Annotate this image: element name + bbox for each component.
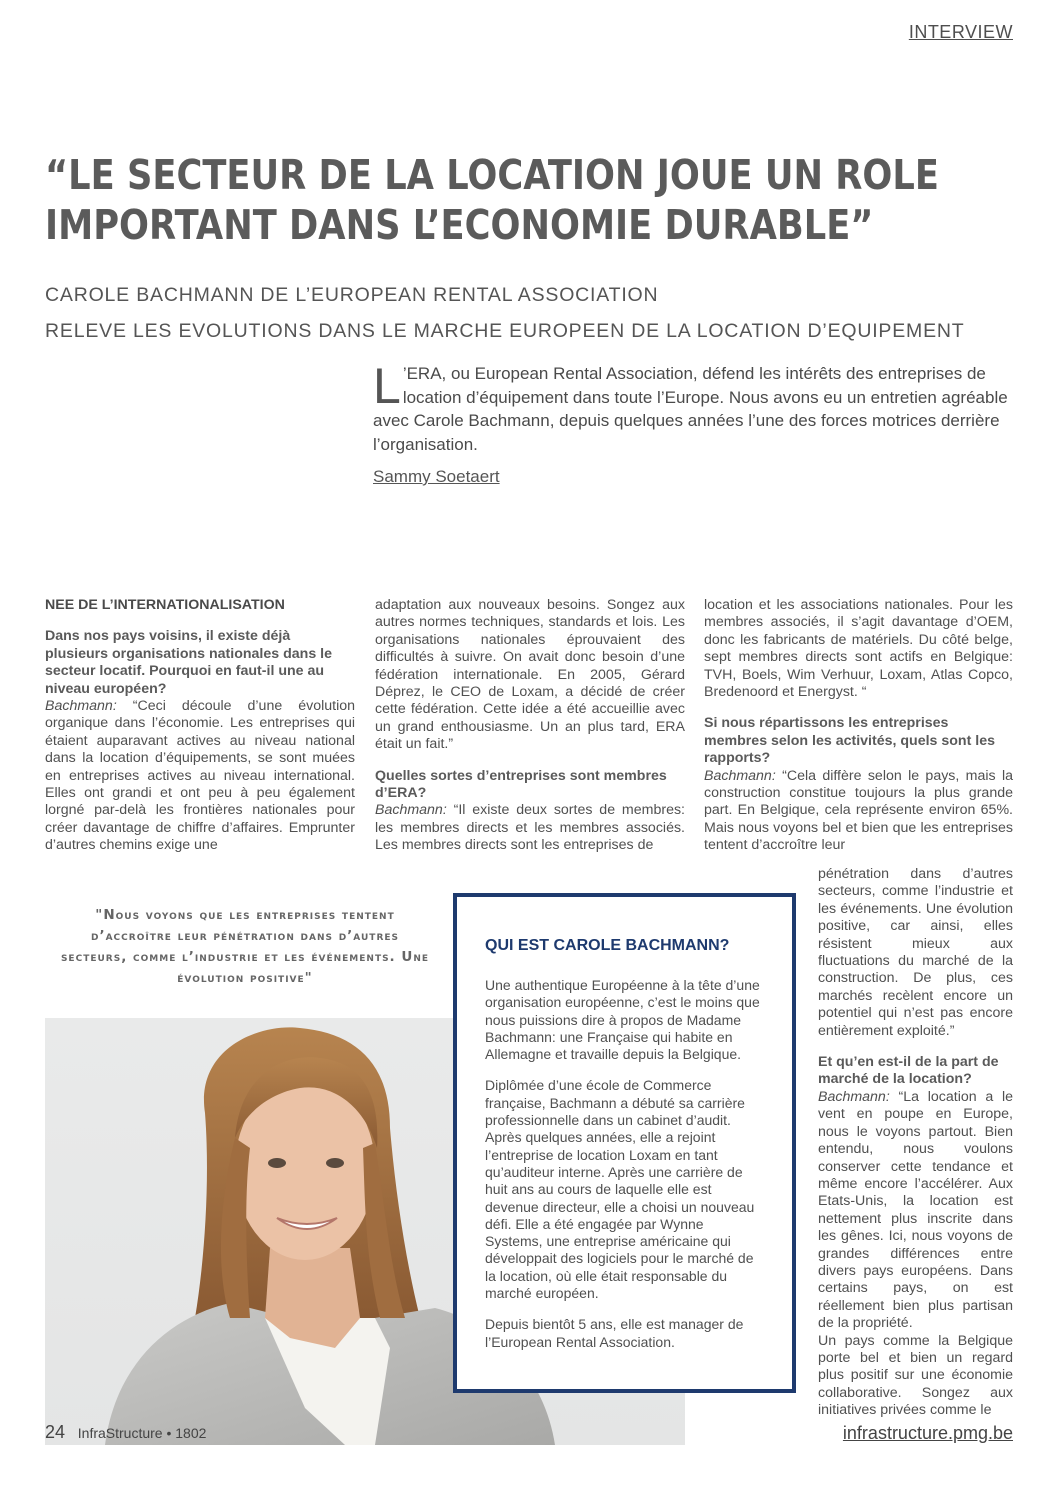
section-heading: NEE DE L’INTERNATIONALISATION [45,597,285,613]
answer-2-continued: location et les associations nationales. Pour les membres associés, il s’agit davantage d’OEM, donc les fabricants de matériels. Du côté belge, sept membres directs sont actifs en Belgique: TVH, Boels, Wim Verhuur, Loxam, Atlas Copco, Bredenoord et Energyst. “ [704,597,1013,701]
page-number: 24 [45,1422,66,1442]
answer-5: Un pays comme la Belgique porte bel et bien un regard plus positif sur une économie collaborative. Songez aux initiatives privées comme le [818,1332,1013,1419]
answer-2 [375,802,685,854]
answer-3 [704,768,1013,855]
dropcap: L [373,358,401,414]
sidebar-paragraph-3: Depuis bientôt 5 ans, elle est manager de l’European Rental Association. [485,1316,744,1350]
footer-left [45,1422,206,1443]
answer-1-text: “Ceci découle d’une évolution organique dans l’économie. Les entreprises qui étaient auparavant actives au niveau national dans la location d’équipements, se sont muées en entreprises actives au niveau international. Elles ont grandi et ont peu à peu également lorgné par-delà les frontières nationales pour créer davantage de chiffre d’affaires. Emprunter d’autres chemins exige une [45,698,355,854]
lead-paragraph [373,358,1013,456]
speaker-label: Bachmann: [704,767,776,784]
subtitle-line-1: CAROLE BACHMANN DE L’EUROPEAN RENTAL ASSOCIATION [45,284,659,306]
question-2: Quelles sortes d’entreprises sont membres d’ERA? [375,767,667,802]
subtitle-line-2: RELEVE LES EVOLUTIONS DANS LE MARCHE EUROPEEN DE LA LOCATION D’EQUIPEMENT [45,320,965,342]
answer-3-continued: pénétration dans d’autres secteurs, comme l’industrie et les événements. Une évolution positive, car ainsi, elles résistent mieux aux fluctuations du marché de la construction. De plus, ces marchés recèlent encore un potentiel qui n’est pas encore entièrement exploité.” [818,866,1013,1039]
column-1 [45,597,355,869]
speaker-label: Bachmann: [818,1088,890,1105]
answer-3-text: “Cela diffère selon le pays, mais la construction constitue toujours la plus grande part. En Belgique, cela représente environ 65%. Mais nous voyons bel et bien que les entreprises tentent d’accroître leur [704,767,1013,854]
column-3-top [704,597,1013,855]
speaker-label: Bachmann: [45,698,117,715]
sidebar-title: QUI EST CAROLE BACHMANN? [485,937,730,954]
question-3: Si nous répartissons les entreprises membres selon les activités, quels sont les rapports? [704,715,995,767]
answer-4-text: “La location a le vent en poupe en Europe, nous le voyons partout. Bien entendu, nous voulons conserver cette tendance et même encore l’accélérer. Aux Etats-Unis, la location est nettement plus inscrite dans les gênes. Ici, nous voyons de grandes différences entre divers pays européens. Dans certains pays, on est réellement bien plus partisan de la propriété. [818,1088,1013,1332]
sidebar-paragraph-2: Diplômée d’une école de Commerce française, Bachmann a débuté sa carrière professionnelle dans un cabinet d’audit. Après quelques années, elle a rejoint l’entreprise de location Loxam en tant qu’auditeur interne. Après une carrière de huit ans au cours de laquelle elle est devenue directeur, elle a choisi un nouveau défi. Elle a été engagée par Wynne Systems, une entreprise américaine qui développait des logiciels pour le marché de la location, où elle était responsable du marché européen. [485,1077,755,1302]
pull-quote: "Nous voyons que les entreprises tentent d’accroître leur pénétration dans d’autres secteurs, comme l’industrie et les événements. Une évolution positive" [60,907,430,986]
column-3-bottom [818,866,1013,1420]
website-link[interactable]: infrastructure.pmg.be [842,1423,1013,1443]
sidebar-paragraph-1: Une authentique Européenne à la tête d’une organisation européenne, c’est le moins que nous puissions dire à propos de Madame Bachmann: une Française qui habite en Allemagne et travaille depuis la Belgique. [485,977,760,1063]
section-tag: INTERVIEW [908,22,1013,42]
answer-1 [45,698,355,855]
headline [45,150,939,250]
lead-text: ’ERA, ou European Rental Association, défend les intérêts des entreprises de location d’équipement dans toute l’Europe. Nous avons eu un entretien agréable avec Carole Bachmann, depuis quelques années l’une des forces motrices derrière l’organisation. [373,364,1008,454]
column-2 [375,597,685,869]
answer-2-text: “Il existe deux sortes de membres: les membres directs et les membres associés. Les membres directs sont les entreprises de [375,802,685,854]
answer-4 [818,1089,1013,1333]
magazine-issue: InfraStructure • 1802 [77,1425,207,1441]
speaker-label: Bachmann: [375,802,447,819]
question-4: Et qu’en est-il de la part de marché de la location? [818,1054,999,1088]
headline-line-2: IMPORTANT DANS L’ECONOMIE DURABLE” [45,201,874,249]
headline-line-1: “LE SECTEUR DE LA LOCATION JOUE UN ROLE [45,151,939,199]
question-1: Dans nos pays voisins, il existe déjà plusieurs organisations nationales dans le secteur locatif. Pourquoi en faut-il une au niveau européen? [45,628,332,697]
sidebar-box [453,893,796,1393]
answer-1-continued: adaptation aux nouveaux besoins. Songez aux autres normes techniques, standards et lois. Les organisations nationales éprouvaient des difficultés à suivre. On avait donc besoin d’une fédération internationale. En 2005, Gérard Déprez, le CEO de Loxam, a décidé de créer cette fédération. Cette idée a été accueillie avec un grand enthousiasme. Un an plus tard, ERA était un fait.” [375,597,685,753]
author-link[interactable]: Sammy Soetaert [373,467,500,486]
